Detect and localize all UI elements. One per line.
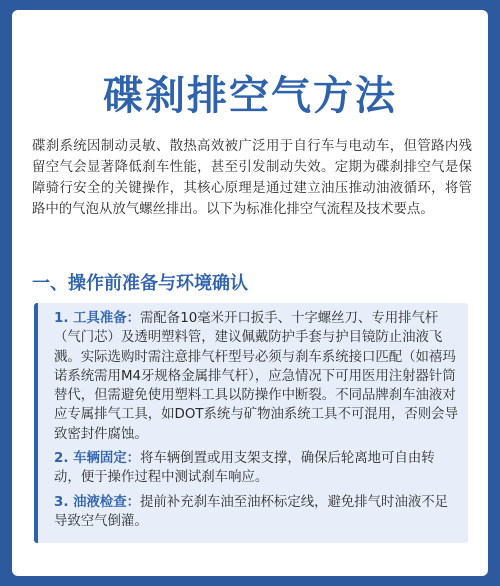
checklist-item-label: 2. 车辆固定：: [54, 451, 141, 467]
checklist-item-fluid: [54, 493, 458, 532]
page-title: 碟刹排空气方法: [103, 73, 397, 119]
checklist-item-tools: [54, 309, 458, 444]
intro-paragraph: 碟刹系统因制动灵敏、散热高效被广泛用于自行车与电动车，但管路内残留空气会显著降低刹车性能，甚至引发制动失效。定期为碟刹排空气是保障骑行安全的关键操作，其核心原理是通过建立油压推动油液循环，将管路中的气泡从放气螺丝排出。以下为标准化排空气流程及技术要点。: [32, 139, 472, 217]
content-card: [12, 10, 488, 576]
checklist-panel: [34, 303, 468, 543]
section-heading: 一、操作前准备与环境确认: [32, 273, 248, 294]
checklist-item-vehicle: [54, 449, 458, 488]
checklist-item-text: 需配备10毫米开口扳手、十字螺丝刀、专用排气杆（气门芯）及透明塑料管，建议佩戴防护手套与护目镜防止油液飞溅。实际选购时需注意排气杆型号必须与刹车系统接口匹配（如禧玛诺系统需用M4牙规格金属排气杆），应急情况下可用医用注射器针筒替代，但需避免使用塑料工具以防操作中断裂。不同品牌刹车油液对应专属排气工具，如DOT系统与矿物油系统工具不可混用，否则会导致密封件腐蚀。: [54, 311, 458, 442]
checklist-item-text: 将车辆倒置或用支架支撑，确保后轮离地可自由转动，便于操作过程中测试刹车响应。: [54, 451, 435, 486]
checklist-item-label: 1. 工具准备：: [54, 311, 141, 326]
checklist-item-text: 提前补充刹车油至油杯标定线，避免排气时油液不足导致空气倒灌。: [54, 494, 449, 529]
checklist-item-label: 3. 油液检查：: [54, 494, 141, 510]
